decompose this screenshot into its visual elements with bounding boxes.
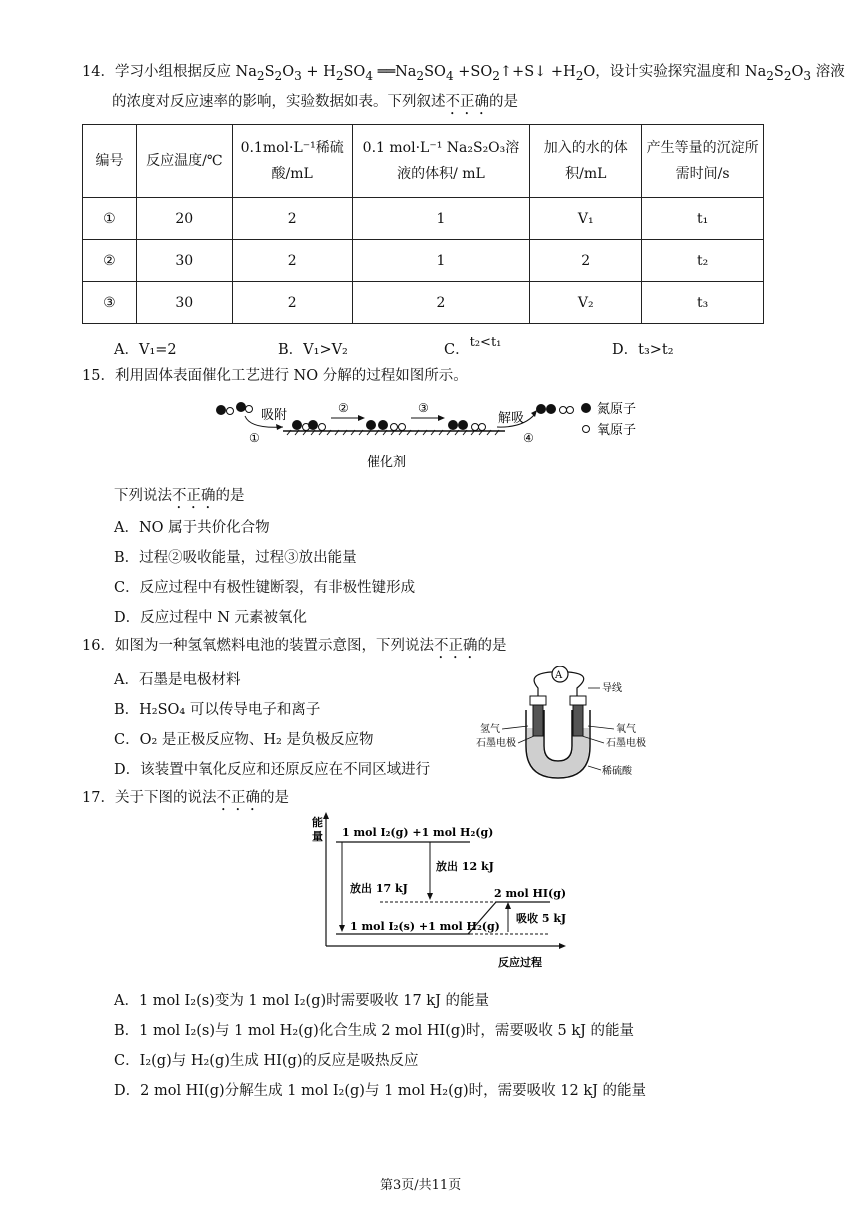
absorb-5kj-label: 吸收 5 kJ xyxy=(516,912,567,925)
table-cell: 30 xyxy=(136,240,232,282)
label-oxygen: 氧气 xyxy=(616,724,636,735)
q14-stem-line2: 的浓度对反应速率的影响，实验数据如表。下列叙述不正确的是 xyxy=(112,94,518,110)
table-cell: t₂ xyxy=(642,240,764,282)
desorb-label: 解吸 xyxy=(498,411,525,426)
q14-option-b: B．V₁>V₂ xyxy=(278,342,348,358)
table-cell: 2 xyxy=(232,240,352,282)
table-cell: 1 xyxy=(352,198,530,240)
table-cell: 2 xyxy=(232,198,352,240)
q14-number: 14． xyxy=(82,64,115,80)
table-row xyxy=(83,198,764,240)
q16-option-a: A．石墨是电极材料 xyxy=(114,672,241,688)
q14-option-a: A．V₁=2 xyxy=(114,342,177,358)
label-dilute-sulfuric-acid: 稀硫酸 xyxy=(602,766,632,777)
adsorb-label: 吸附 xyxy=(261,408,288,423)
q15-no-decomposition-diagram xyxy=(205,394,665,474)
q16-option-d: D．该装置中氧化反应和还原反应在不同区域进行 xyxy=(114,762,431,778)
table-row xyxy=(83,282,764,324)
label-hydrogen: 氢气 xyxy=(480,724,500,735)
table-cell: t₁ xyxy=(642,198,764,240)
release-17kj-label: 放出 17 kJ xyxy=(350,882,408,895)
y-axis-label-1: 能 xyxy=(312,816,323,829)
q16-option-b: B．H₂SO₄ 可以传导电子和离子 xyxy=(114,702,321,718)
ammeter-icon: A xyxy=(555,670,563,681)
step-4-label: ④ xyxy=(523,431,534,445)
q17-stem: 17．关于下图的说法不正确的是 xyxy=(82,790,289,806)
top-level-label: 1 mol I₂(g) +1 mol H₂(g) xyxy=(342,826,494,839)
q16-option-c: C．O₂ 是正极反应物、H₂ 是负极反应物 xyxy=(114,732,374,748)
label-graphite-left: 石墨电极 xyxy=(476,738,516,749)
step-2-label: ② xyxy=(338,401,349,415)
table-cell: ③ xyxy=(83,282,137,324)
table-row xyxy=(83,240,764,282)
q15-stem: 15．利用固体表面催化工艺进行 NO 分解的过程如图所示。 xyxy=(82,368,468,384)
mid-level-label: 2 mol HI(g) xyxy=(494,887,567,900)
emphasis-not-correct: 不正确 xyxy=(433,638,478,654)
table-cell: 1 xyxy=(352,240,530,282)
q15-option-d: D．反应过程中 N 元素被氧化 xyxy=(114,610,308,626)
q17-option-d: D．2 mol HI(g)分解生成 1 mol I₂(g)与 1 mol H₂(g)时，需要吸收 12 kJ 的能量 xyxy=(114,1083,647,1099)
q14-stem-line1: 14．学习小组根据反应 $Na_2S_2O_3 + H_2SO_4$ $══Na_2SO_4$ $+SO_2↑+S↓ +H_2O$，设计实验探究温度和 $Na_2S_2O_3$ 溶液 xyxy=(82,64,845,83)
legend-nitrogen: 氮原子 xyxy=(597,402,637,417)
page-footer: 第3页/共11页 xyxy=(380,1178,462,1193)
emphasis-not-correct: 不正确 xyxy=(172,488,216,504)
table-cell: t₃ xyxy=(642,282,764,324)
legend-oxygen: 氧原子 xyxy=(597,423,637,438)
table-header-row xyxy=(83,125,764,198)
release-12kj-label: 放出 12 kJ xyxy=(436,860,494,873)
q14-option-c: C．t₂<t₁ xyxy=(444,335,502,358)
label-wire: 导线 xyxy=(602,683,622,694)
label-graphite-right: 石墨电极 xyxy=(606,738,646,749)
step-3-label: ③ xyxy=(418,401,429,415)
table-header-cell: 编号 xyxy=(83,125,137,198)
table-header-cell: 产生等量的沉淀所需时间/s xyxy=(642,125,764,198)
q15-option-b: B．过程②吸收能量，过程③放出能量 xyxy=(114,550,357,566)
table-cell: ② xyxy=(83,240,137,282)
q16-number: 16． xyxy=(82,638,115,654)
bottom-level-label: 1 mol I₂(s) +1 mol H₂(g) xyxy=(350,920,500,933)
q14-data-table xyxy=(82,124,764,324)
table-cell: V₂ xyxy=(530,282,642,324)
emphasis-not-correct: 不正确 xyxy=(216,790,260,806)
step-1-label: ① xyxy=(249,431,260,445)
table-header-cell: 加入的水的体积/mL xyxy=(530,125,642,198)
table-cell: 2 xyxy=(530,240,642,282)
q15-option-a: A．NO 属于共价化合物 xyxy=(114,520,270,536)
q15-number: 15． xyxy=(82,368,115,384)
x-axis-label: 反应过程 xyxy=(498,956,542,969)
table-header-cell: 反应温度/℃ xyxy=(136,125,232,198)
q14-option-d: D．t₃>t₂ xyxy=(612,342,674,358)
emphasis-not-correct: 不正确 xyxy=(445,94,489,110)
table-cell: V₁ xyxy=(530,198,642,240)
q17-option-a: A．1 mol I₂(s)变为 1 mol I₂(g)时需要吸收 17 kJ 的能量 xyxy=(114,993,490,1009)
y-axis-label-2: 量 xyxy=(312,830,323,843)
table-header-cell: 0.1 mol·L⁻¹ Na₂S₂O₃溶液的体积/ mL xyxy=(352,125,530,198)
table-cell: 2 xyxy=(352,282,530,324)
q15-prompt: 下列说法不正确的是 xyxy=(114,488,245,504)
q17-energy-diagram xyxy=(300,810,570,970)
q15-option-c: C．反应过程中有极性键断裂，有非极性键形成 xyxy=(114,580,416,596)
q16-stem: 16．如图为一种氢氧燃料电池的装置示意图，下列说法不正确的是 xyxy=(82,638,507,654)
table-cell: 2 xyxy=(232,282,352,324)
q17-option-b: B．1 mol I₂(s)与 1 mol H₂(g)化合生成 2 mol HI(g)时，需要吸收 5 kJ 的能量 xyxy=(114,1023,635,1039)
q17-option-c: C．I₂(g)与 H₂(g)生成 HI(g)的反应是吸热反应 xyxy=(114,1053,419,1069)
q17-number: 17． xyxy=(82,790,115,806)
table-cell: ① xyxy=(83,198,137,240)
table-cell: 30 xyxy=(136,282,232,324)
table-header-cell: 0.1mol·L⁻¹稀硫酸/mL xyxy=(232,125,352,198)
catalyst-label: 催化剂 xyxy=(367,455,407,470)
q16-fuel-cell-diagram xyxy=(476,666,662,784)
table-cell: 20 xyxy=(136,198,232,240)
